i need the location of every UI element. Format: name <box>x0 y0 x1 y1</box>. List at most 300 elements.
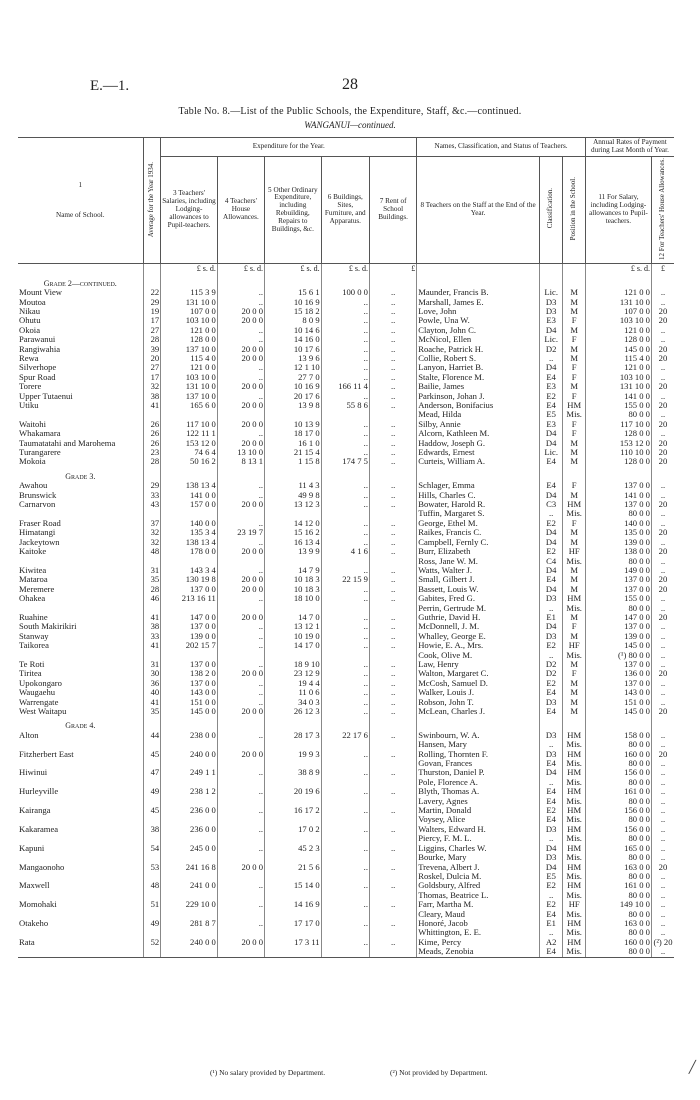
rent-cell: .. <box>369 632 416 641</box>
school-row <box>18 491 674 500</box>
school-row <box>18 345 674 354</box>
salaries-cell: 165 6 0 <box>161 401 218 410</box>
house-allowance-cell: .. <box>217 392 264 401</box>
position-cell: F <box>563 316 585 325</box>
rent-cell: .. <box>369 354 416 363</box>
other-expenditure-cell: 15 6 1 <box>265 288 322 297</box>
other-expenditure-cell <box>265 604 322 613</box>
teacher-row <box>18 928 674 937</box>
average-attendance-cell: 28 <box>143 457 161 466</box>
house-allowance-rate-cell: .. <box>651 947 674 957</box>
rent-cell: .. <box>369 288 416 297</box>
house-allowance-rate-cell: .. <box>651 509 674 518</box>
classification-cell: E5 <box>539 410 563 419</box>
school-name-cell <box>18 557 143 566</box>
other-expenditure-cell <box>265 740 322 749</box>
school-name-cell: Kapuni <box>19 843 45 853</box>
house-allowance-cell <box>217 604 264 613</box>
classification-cell: D3 <box>539 731 563 740</box>
buildings-cell: .. <box>321 420 369 429</box>
average-attendance-cell: 38 <box>143 622 161 631</box>
salary-rate-cell: 155 0 0 <box>585 401 651 410</box>
average-attendance-cell: 29 <box>143 298 161 307</box>
house-allowance-rate-cell: .. <box>651 872 674 881</box>
school-name-cell <box>18 651 143 660</box>
other-expenditure-cell: 15 14 0 <box>265 881 322 890</box>
house-allowance-rate-cell: 20 <box>651 547 674 556</box>
salary-rate-cell: 145 0 0 <box>585 345 651 354</box>
average-attendance-cell: 53 <box>143 863 161 872</box>
salaries-cell: 121 0 0 <box>161 326 218 335</box>
other-expenditure-cell <box>265 759 322 768</box>
teacher-name-cell: Trevena, Albert J. <box>417 863 540 872</box>
school-row <box>18 585 674 594</box>
salary-rate-cell: 155 0 0 <box>585 594 651 603</box>
salaries-cell: 178 0 0 <box>161 547 218 556</box>
average-attendance-cell: 45 <box>143 750 161 759</box>
salaries-cell: 249 1 1 <box>161 768 218 777</box>
school-name-cell: Kaitoke <box>19 547 47 557</box>
salary-rate-cell: 136 0 0 <box>585 669 651 678</box>
rent-cell: .. <box>369 768 416 777</box>
average-attendance-cell <box>143 891 161 900</box>
other-expenditure-cell <box>265 891 322 900</box>
table-body <box>18 264 674 957</box>
buildings-cell: .. <box>321 354 369 363</box>
average-attendance-cell: 49 <box>143 787 161 796</box>
school-row <box>18 519 674 528</box>
other-expenditure-cell: 1 15 8 <box>265 457 322 466</box>
other-expenditure-cell: 11 0 6 <box>265 688 322 697</box>
salary-rate-cell: 80 0 0 <box>585 509 651 518</box>
salaries-cell: 140 0 0 <box>161 519 218 528</box>
classification-cell: D3 <box>539 825 563 834</box>
house-allowance-rate-cell: 20 <box>651 307 674 316</box>
house-allowance-rate-cell: .. <box>651 660 674 669</box>
salaries-cell <box>161 834 218 843</box>
teacher-name-cell: Howie, E. A., Mrs. <box>417 641 540 650</box>
other-expenditure-cell: 21 5 6 <box>265 863 322 872</box>
school-name-cell <box>18 815 143 824</box>
other-expenditure-cell <box>265 834 322 843</box>
classification-cell: E5 <box>539 872 563 881</box>
col-average-header <box>143 138 161 264</box>
salaries-cell: 236 0 0 <box>161 825 218 834</box>
average-attendance-cell: 27 <box>143 363 161 372</box>
position-cell: Mis. <box>563 778 585 787</box>
salaries-cell: 236 0 0 <box>161 806 218 815</box>
classification-cell: Lic. <box>539 335 563 344</box>
school-name-cell: Alton <box>19 730 39 740</box>
teacher-name-cell: Piercy, F. M. L. <box>417 834 540 843</box>
house-allowance-rate-cell: .. <box>651 491 674 500</box>
house-allowance-rate-cell: .. <box>651 566 674 575</box>
house-allowance-cell: .. <box>217 881 264 890</box>
school-name-cell: Ohutu <box>19 316 41 326</box>
salary-rate-cell: 103 10 0 <box>585 373 651 382</box>
classification-cell: E2 <box>539 806 563 815</box>
average-attendance-cell: 52 <box>143 938 161 947</box>
buildings-cell: .. <box>321 622 369 631</box>
rent-cell <box>369 891 416 900</box>
salaries-cell: 241 16 8 <box>161 863 218 872</box>
other-expenditure-cell: 27 7 0 <box>265 373 322 382</box>
position-cell: HM <box>563 500 585 509</box>
teacher-name-cell: Lanyon, Harriet B. <box>417 363 540 372</box>
teacher-name-cell: Campbell, Fernly C. <box>417 538 540 547</box>
position-cell: M <box>563 491 585 500</box>
rent-cell <box>369 834 416 843</box>
house-allowance-rate-cell: .. <box>651 632 674 641</box>
average-attendance-cell: 17 <box>143 373 161 382</box>
col-11-header: 11 For Salary, including Lodging-allowances to Pupil-teachers. <box>585 156 651 264</box>
school-name-cell <box>18 928 143 937</box>
house-allowance-cell: 20 0 0 <box>217 307 264 316</box>
schools-table-wrapper <box>18 137 674 958</box>
position-cell: HM <box>563 825 585 834</box>
page-number: 28 <box>342 76 358 93</box>
position-cell: F <box>563 335 585 344</box>
buildings-cell <box>321 740 369 749</box>
teacher-name-cell: Martin, Donald <box>417 806 540 815</box>
school-name-cell: Rewa <box>19 353 39 363</box>
classification-cell: E2 <box>539 679 563 688</box>
salaries-cell: 115 3 9 <box>161 288 218 297</box>
rent-cell: .. <box>369 566 416 575</box>
buildings-cell <box>321 853 369 862</box>
school-name-cell <box>18 740 143 749</box>
salaries-cell <box>161 891 218 900</box>
teacher-name-cell: Law, Henry <box>417 660 540 669</box>
classification-cell: .. <box>539 651 563 660</box>
salary-rate-cell: 135 0 0 <box>585 528 651 537</box>
salary-rate-cell: 160 0 0 <box>585 750 651 759</box>
house-allowance-rate-cell: .. <box>651 594 674 603</box>
schools-table <box>18 137 674 958</box>
teacher-name-cell: Watts, Walter J. <box>417 566 540 575</box>
teacher-name-cell: Anderson, Bonifacius <box>417 401 540 410</box>
rent-cell: .. <box>369 392 416 401</box>
house-allowance-rate-cell: .. <box>651 429 674 438</box>
buildings-cell: .. <box>321 881 369 890</box>
rent-cell: .. <box>369 641 416 650</box>
school-name-cell: Upper Tutaenui <box>19 391 73 401</box>
position-cell: HM <box>563 787 585 796</box>
house-allowance-cell: 20 0 0 <box>217 316 264 325</box>
house-allowance-rate-cell: 20 <box>651 575 674 584</box>
rent-cell: .. <box>369 298 416 307</box>
house-allowance-rate-cell: .. <box>651 298 674 307</box>
other-expenditure-cell: 10 19 0 <box>265 632 322 641</box>
classification-cell: D3 <box>539 307 563 316</box>
average-attendance-cell: 31 <box>143 566 161 575</box>
rent-cell: .. <box>369 622 416 631</box>
rent-cell: .. <box>369 429 416 438</box>
average-attendance-cell <box>143 815 161 824</box>
teacher-name-cell: Rolling, Thornten F. <box>417 750 540 759</box>
classification-cell: E4 <box>539 373 563 382</box>
house-allowance-rate-cell: .. <box>651 900 674 909</box>
buildings-cell: .. <box>321 363 369 372</box>
buildings-cell: .. <box>321 863 369 872</box>
rent-cell: .. <box>369 448 416 457</box>
classification-cell: .. <box>539 891 563 900</box>
position-cell: Mis. <box>563 947 585 957</box>
salaries-cell <box>161 778 218 787</box>
school-name-cell <box>18 834 143 843</box>
average-attendance-cell: 49 <box>143 919 161 928</box>
buildings-cell: .. <box>321 825 369 834</box>
classification-cell: E4 <box>539 481 563 490</box>
average-attendance-cell: 38 <box>143 825 161 834</box>
house-allowance-cell <box>217 557 264 566</box>
school-row <box>18 382 674 391</box>
school-name-cell: Whakamara <box>19 429 61 439</box>
salary-rate-cell: 147 0 0 <box>585 613 651 622</box>
salary-rate-cell: 163 0 0 <box>585 919 651 928</box>
position-cell: M <box>563 448 585 457</box>
rent-cell <box>369 947 416 957</box>
other-expenditure-cell: 10 16 9 <box>265 382 322 391</box>
school-row <box>18 919 674 928</box>
average-attendance-cell: 38 <box>143 392 161 401</box>
other-expenditure-cell: 8 0 9 <box>265 316 322 325</box>
house-allowance-cell <box>217 928 264 937</box>
position-cell: M <box>563 439 585 448</box>
average-attendance-cell <box>143 410 161 419</box>
classification-cell: D4 <box>539 538 563 547</box>
salaries-cell <box>161 910 218 919</box>
average-attendance-cell <box>143 797 161 806</box>
house-allowance-rate-cell: 20 <box>651 863 674 872</box>
school-row <box>18 326 674 335</box>
school-name-cell: Torere <box>19 382 42 392</box>
position-cell: F <box>563 392 585 401</box>
margin-mark: ╱ <box>688 1060 696 1074</box>
house-allowance-cell <box>217 947 264 957</box>
average-attendance-cell: 28 <box>143 335 161 344</box>
classification-cell: D2 <box>539 669 563 678</box>
teacher-name-cell: Schlager, Emma <box>417 481 540 490</box>
salary-rate-cell: 80 0 0 <box>585 410 651 419</box>
grade-heading-row <box>18 716 674 730</box>
position-cell: M <box>563 585 585 594</box>
other-expenditure-cell: 18 17 0 <box>265 429 322 438</box>
average-attendance-cell <box>143 947 161 957</box>
teacher-name-cell: Alcorn, Kathleen M. <box>417 429 540 438</box>
other-expenditure-cell <box>265 651 322 660</box>
salaries-cell <box>161 947 218 957</box>
position-cell: Mis. <box>563 910 585 919</box>
salary-rate-cell: 121 0 0 <box>585 288 651 297</box>
position-cell: M <box>563 679 585 688</box>
position-cell: M <box>563 613 585 622</box>
unit-label: £ s. d. <box>265 264 322 274</box>
rent-cell: .. <box>369 688 416 697</box>
classification-cell: D3 <box>539 298 563 307</box>
buildings-cell: .. <box>321 392 369 401</box>
buildings-cell: .. <box>321 768 369 777</box>
school-name-cell: Tiritea <box>19 669 42 679</box>
house-allowance-rate-cell: .. <box>651 778 674 787</box>
classification-cell: E2 <box>539 392 563 401</box>
house-allowance-cell: 20 0 0 <box>217 707 264 716</box>
rent-cell: .. <box>369 519 416 528</box>
school-name-cell: Moutoa <box>19 297 46 307</box>
average-attendance-cell: 41 <box>143 641 161 650</box>
teacher-name-cell: Meads, Zenobia <box>417 947 540 957</box>
house-allowance-rate-cell: .. <box>651 759 674 768</box>
teacher-name-cell: Pole, Florence A. <box>417 778 540 787</box>
table-header <box>18 138 674 264</box>
average-attendance-cell: 37 <box>143 519 161 528</box>
position-cell: F <box>563 669 585 678</box>
average-attendance-cell: 47 <box>143 768 161 777</box>
house-allowance-cell: 20 0 0 <box>217 585 264 594</box>
position-cell: HF <box>563 641 585 650</box>
position-cell: M <box>563 538 585 547</box>
classification-cell: C4 <box>539 557 563 566</box>
salary-rate-cell: 149 10 0 <box>585 900 651 909</box>
school-row <box>18 622 674 631</box>
teacher-name-cell: Thomas, Beatrice L. <box>417 891 540 900</box>
average-attendance-cell <box>143 778 161 787</box>
salaries-cell: 229 10 0 <box>161 900 218 909</box>
buildings-cell: .. <box>321 316 369 325</box>
school-row <box>18 750 674 759</box>
teacher-name-cell: Whalley, George E. <box>417 632 540 641</box>
house-allowance-cell <box>217 410 264 419</box>
classification-cell: E1 <box>539 919 563 928</box>
other-expenditure-cell: 23 12 9 <box>265 669 322 678</box>
house-allowance-rate-cell: .. <box>651 651 674 660</box>
position-cell: HM <box>563 938 585 947</box>
house-allowance-rate-cell: .. <box>651 363 674 372</box>
other-expenditure-cell <box>265 872 322 881</box>
rent-cell: .. <box>369 698 416 707</box>
average-attendance-cell <box>143 604 161 613</box>
buildings-cell <box>321 815 369 824</box>
school-row <box>18 688 674 697</box>
house-allowance-rate-cell: .. <box>651 731 674 740</box>
buildings-cell <box>321 910 369 919</box>
salary-rate-cell: 137 0 0 <box>585 679 651 688</box>
school-row <box>18 298 674 307</box>
salaries-cell: 131 10 0 <box>161 382 218 391</box>
position-cell: Mis. <box>563 928 585 937</box>
salaries-cell <box>161 740 218 749</box>
buildings-cell: .. <box>321 698 369 707</box>
position-cell: M <box>563 345 585 354</box>
house-allowance-rate-cell: .. <box>651 797 674 806</box>
teacher-name-cell: Roskel, Dulcia M. <box>417 872 540 881</box>
other-expenditure-cell <box>265 557 322 566</box>
grade-heading: Grade 4. <box>65 721 96 731</box>
school-name-cell <box>18 853 143 862</box>
position-cell: F <box>563 429 585 438</box>
table-title: Table No. 8.—List of the Public Schools, the Expenditure, Staff, &c.—continued. <box>178 106 522 117</box>
salaries-cell: 238 0 0 <box>161 731 218 740</box>
school-name-cell: Te Roti <box>19 659 45 669</box>
classification-cell: .. <box>539 778 563 787</box>
average-attendance-cell: 19 <box>143 307 161 316</box>
average-attendance-cell <box>143 557 161 566</box>
teacher-name-cell: Edwards, Ernest <box>417 448 540 457</box>
position-cell: F <box>563 622 585 631</box>
school-name-cell: Rangiwahia <box>19 344 61 354</box>
teacher-row <box>18 759 674 768</box>
rent-cell: .. <box>369 787 416 796</box>
school-name-cell: Brunswick <box>19 490 57 500</box>
teacher-name-cell: Bourke, Mary <box>417 853 540 862</box>
position-cell: M <box>563 566 585 575</box>
teacher-row <box>18 778 674 787</box>
col-5-header: 5 Other Ordinary Expenditure, including Rebuilding, Repairs to Buildings, &c. <box>265 156 322 264</box>
unit-label: £ <box>369 264 416 274</box>
house-allowance-cell: .. <box>217 491 264 500</box>
house-allowance-rate-cell: 20 <box>651 750 674 759</box>
salaries-cell: 115 4 0 <box>161 354 218 363</box>
unit-label: £ <box>651 264 674 274</box>
rent-cell: .. <box>369 481 416 490</box>
position-cell: HM <box>563 731 585 740</box>
house-allowance-cell: 20 0 0 <box>217 354 264 363</box>
average-attendance-cell: 48 <box>143 547 161 556</box>
house-allowance-rate-cell: 20 <box>651 439 674 448</box>
average-attendance-cell: 31 <box>143 660 161 669</box>
buildings-cell <box>321 557 369 566</box>
position-cell: HM <box>563 863 585 872</box>
school-name-cell: Meremere <box>19 584 55 594</box>
house-allowance-rate-cell: .. <box>651 825 674 834</box>
salaries-cell: 135 3 4 <box>161 528 218 537</box>
rent-cell <box>369 928 416 937</box>
house-allowance-rate-cell: .. <box>651 806 674 815</box>
house-allowance-cell <box>217 778 264 787</box>
col-1-label: Name of School. <box>56 210 105 219</box>
house-allowance-rate-cell: 20 <box>651 401 674 410</box>
rent-cell: .. <box>369 538 416 547</box>
teacher-name-cell: Powle, Una W. <box>417 316 540 325</box>
buildings-cell: .. <box>321 938 369 947</box>
buildings-cell <box>321 410 369 419</box>
position-cell: Mis. <box>563 557 585 566</box>
col-7-header: 7 Rent of School Buildings. <box>369 156 416 264</box>
house-allowance-rate-cell: 20 <box>651 585 674 594</box>
other-expenditure-cell: 14 7 9 <box>265 566 322 575</box>
house-allowance-rate-cell: .. <box>651 698 674 707</box>
house-allowance-cell <box>217 872 264 881</box>
house-allowance-rate-cell: 20 <box>651 316 674 325</box>
other-expenditure-cell: 18 10 0 <box>265 594 322 603</box>
salary-rate-cell: 165 0 0 <box>585 844 651 853</box>
house-allowance-cell: 20 0 0 <box>217 575 264 584</box>
salaries-cell: 103 10 0 <box>161 373 218 382</box>
teacher-name-cell: McLean, Charles J. <box>417 707 540 716</box>
rent-cell: .. <box>369 316 416 325</box>
rent-cell <box>369 815 416 824</box>
other-expenditure-cell: 16 13 4 <box>265 538 322 547</box>
house-allowance-cell: .. <box>217 825 264 834</box>
school-row <box>18 575 674 584</box>
average-attendance-cell: 35 <box>143 575 161 584</box>
house-allowance-rate-cell: .. <box>651 538 674 547</box>
salary-rate-cell: 131 10 0 <box>585 298 651 307</box>
salaries-cell: 121 0 0 <box>161 363 218 372</box>
buildings-cell: .. <box>321 806 369 815</box>
salary-rate-cell: 80 0 0 <box>585 557 651 566</box>
classification-cell: E3 <box>539 316 563 325</box>
